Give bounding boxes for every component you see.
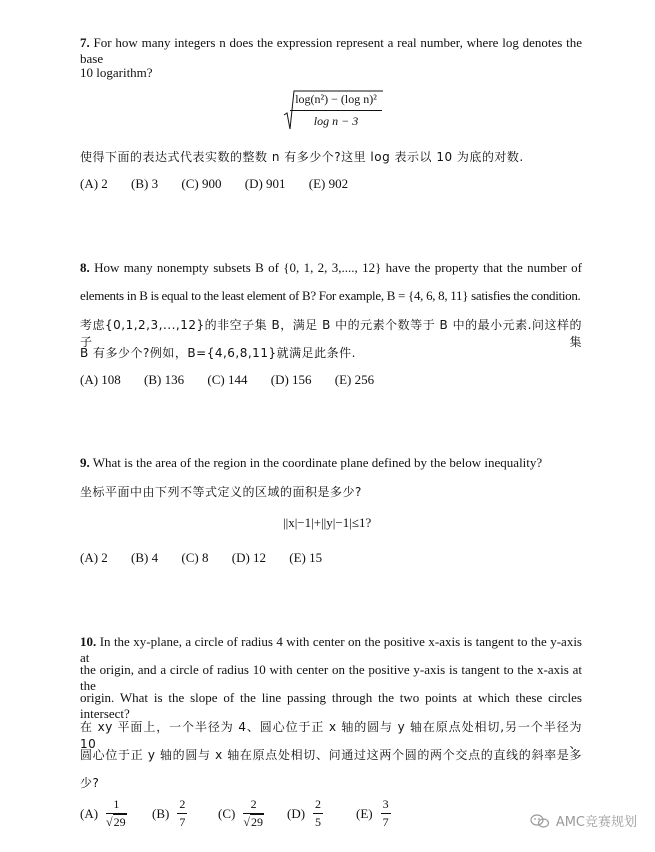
- q9-line1: [80, 455, 542, 471]
- q10-choice-c-den-value: 29: [250, 815, 263, 829]
- q10-choice-d-den: 5: [315, 815, 322, 829]
- q10-choice-b: [152, 797, 187, 830]
- q9-choices: [80, 550, 342, 566]
- q10-choice-e-num: 3: [381, 797, 391, 814]
- q10-choice-a: [80, 797, 127, 830]
- q10-choice-b-num: 2: [177, 797, 187, 814]
- q9-choice-e: (E) 15: [289, 550, 323, 565]
- q10-choice-c: [218, 797, 264, 830]
- q7-formula-numerator: log(n²) − (log n)²: [290, 92, 382, 111]
- q9-choice-c: (C) 8: [181, 550, 209, 565]
- q9-chinese: 坐标平面中由下列不等式定义的区域的面积是多少?: [80, 485, 362, 499]
- q7-choice-b: (B) 3: [131, 176, 159, 191]
- q10-choice-a-fraction: [106, 797, 127, 830]
- q10-choice-d-label: (D): [287, 805, 306, 821]
- q9-number: 9.: [80, 455, 90, 470]
- q10-choice-c-num: 2: [243, 797, 264, 814]
- q10-number: 10.: [80, 634, 97, 649]
- q9-choice-d: (D) 12: [231, 550, 267, 565]
- q7-formula-denominator: log n − 3: [313, 114, 359, 128]
- q10-choice-a-num: 1: [106, 797, 127, 814]
- q10-chinese-2: 圆心位于正 y 轴的圆与 x 轴在原点处相切、问通过这两个圆的两个交点的直线的斜率是多: [80, 748, 582, 762]
- q10-chinese-3: 少?: [80, 776, 100, 790]
- q7-text: For how many integers n does the expression represent a real number, where log denotes the base: [80, 35, 582, 66]
- q9-choice-b: (B) 4: [131, 550, 159, 565]
- q8-text: How many nonempty subsets B of {0, 1, 2, 3,...., 12} have the property that the number of: [94, 260, 583, 275]
- q9-formula: ||x|−1|+||y|−1|≤1?: [283, 515, 372, 530]
- q10-choice-b-den: 7: [179, 815, 186, 829]
- q7-choice-c: (C) 900: [181, 176, 222, 191]
- q10-choice-a-den-value: 29: [113, 815, 126, 829]
- q10-choice-e-label: (E): [356, 805, 373, 821]
- q8-choice-b: (B) 136: [144, 372, 185, 387]
- q8-choice-e: (E) 256: [334, 372, 375, 387]
- q7-line2: 10 logarithm?: [80, 65, 153, 80]
- q10-choice-c-label: (C): [218, 805, 236, 821]
- q10-choice-d: [287, 797, 323, 830]
- q9-text: What is the area of the region in the coordinate plane defined by the below inequality?: [92, 455, 543, 470]
- q7-choice-d: (D) 901: [244, 176, 286, 191]
- q8-line1: [80, 260, 582, 276]
- q10-text: In the xy-plane, a circle of radius 4 with center on the positive x-axis is tangent to the y-axis at: [80, 634, 582, 665]
- q10-choice-d-num: 2: [313, 797, 323, 814]
- q7-choice-a: (A) 2: [80, 176, 108, 191]
- q10-choice-a-den: √29: [106, 815, 126, 829]
- watermark-text: AMC竞赛规划: [555, 815, 637, 830]
- q10-choice-a-label: (A): [80, 805, 99, 821]
- q10-choice-b-label: (B): [152, 805, 170, 821]
- q10-choice-b-fraction: [177, 797, 187, 830]
- q10-chinese-1: 在 xy 平面上，一个半径为 4、圆心位于正 x 轴的圆与 y 轴在原点处相切,另一个半径为 10、: [80, 720, 582, 751]
- q7-formula: [290, 92, 382, 129]
- q7-number: 7.: [80, 35, 90, 50]
- q7-choice-e: (E) 902: [308, 176, 349, 191]
- q8-choice-d: (D) 156: [270, 372, 312, 387]
- q10-choice-c-den: √29: [243, 815, 263, 829]
- q8-number: 8.: [80, 260, 90, 275]
- q10-line3: origin. What is the slope of the line passing through the two points at which these circles intersect?: [80, 690, 582, 721]
- q7-chinese: 使得下面的表达式代表实数的整数 n 有多少个?这里 log 表示以 10 为底的对数.: [80, 150, 524, 164]
- watermark: [530, 811, 637, 830]
- q8-line2: elements in B is equal to the least element of B? For example, B = {4, 6, 8, 11} satisfies the condition.: [80, 288, 581, 303]
- q10-choice-c-fraction: [243, 797, 264, 830]
- q10-choice-e: [356, 797, 391, 830]
- q8-chinese-1: 考虑{0,1,2,3,...,12}的非空子集 B，满足 B 中的元素个数等于 B 中的最小元素.问这样的子集: [80, 318, 582, 349]
- q7-line1: [80, 35, 582, 67]
- q10-choice-d-fraction: [313, 797, 323, 830]
- q10-choice-e-den: 7: [382, 815, 389, 829]
- q10-choice-e-fraction: [381, 797, 391, 830]
- q7-choices: [80, 176, 368, 192]
- q8-chinese-2: B 有多少个?例如，B={4,6,8,11}就满足此条件.: [80, 346, 356, 360]
- q9-choice-a: (A) 2: [80, 550, 108, 565]
- q8-choices: [80, 372, 394, 388]
- q8-choice-a: (A) 108: [80, 372, 121, 387]
- q10-line2: the origin, and a circle of radius 10 with center on the positive y-axis is tangent to the x-axis at the: [80, 662, 582, 693]
- q8-choice-c: (C) 144: [207, 372, 248, 387]
- wechat-icon: [530, 814, 550, 828]
